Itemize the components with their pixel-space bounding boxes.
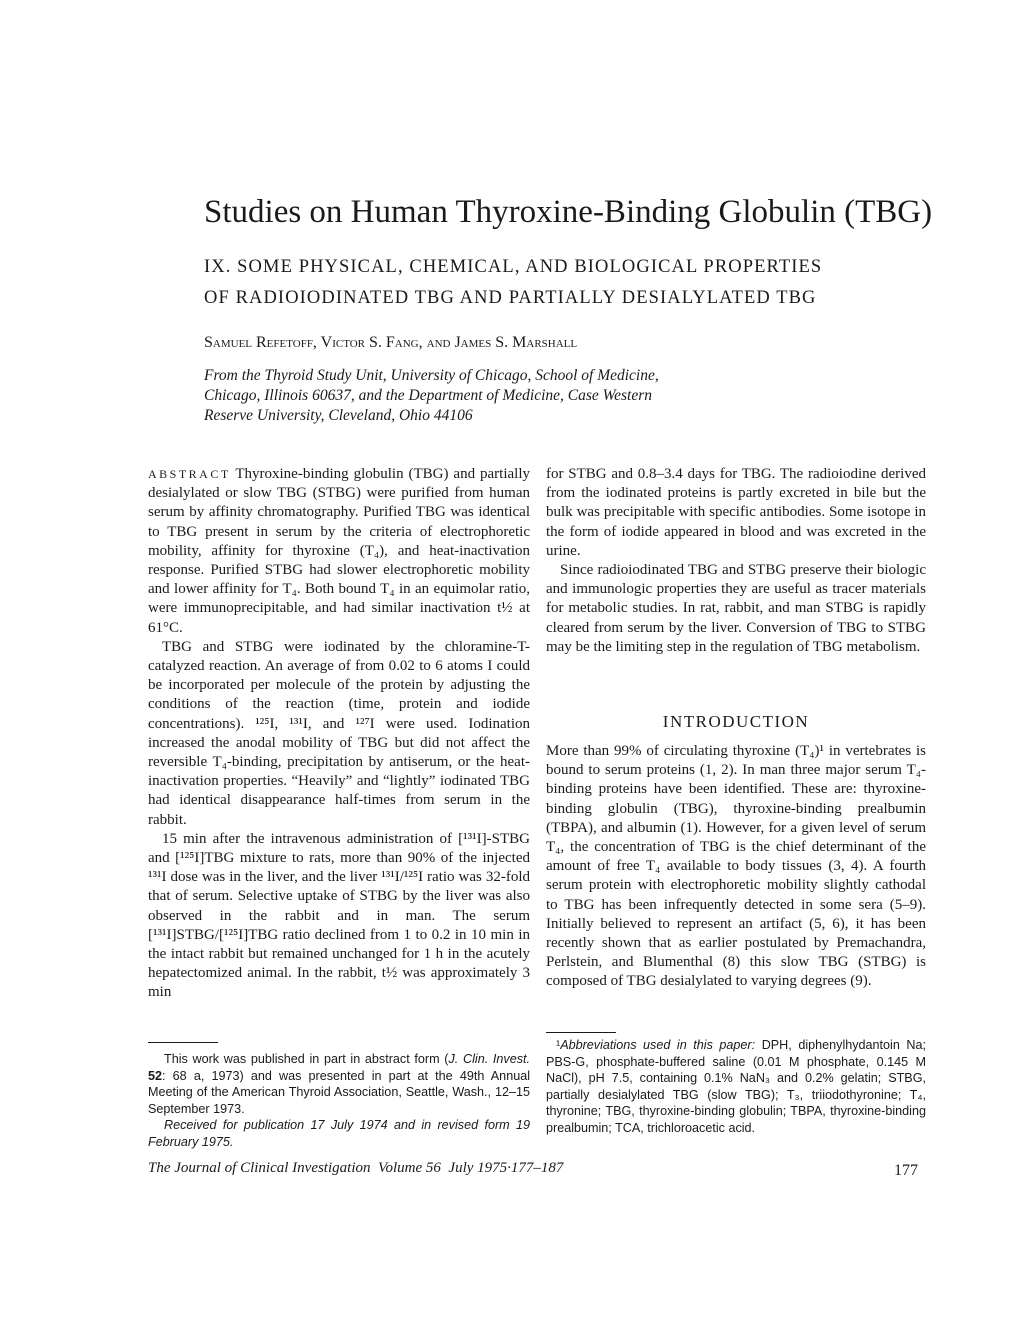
journal-name: The Journal of Clinical Investigation bbox=[148, 1160, 371, 1176]
footnote-publication bbox=[148, 1051, 530, 1117]
footnote-abbreviations bbox=[546, 1037, 926, 1136]
article-title: Studies on Human Thyroxine-Binding Globulin (TBG) bbox=[204, 194, 933, 230]
abstract-paragraph: 15 min after the intravenous administration of [¹³¹I]-STBG and [¹²⁵I]TBG mixture to rats, more than 90% of the injected ¹³¹I dose was in the liver, and the liver ¹³¹I/¹²⁵I ratio was 32-fold that of serum. Selective uptake of STBG by the liver was also observed in the rabbit and in man. The serum [¹³¹I]STBG/[¹²⁵I]TBG ratio declined from 1 to 0.2 in 10 min in the intact rabbit but remained unchanged for 1 h in the acutely hepatectomized animal. In the rabbit, t½ was approximately 3 min bbox=[148, 830, 530, 1001]
introduction-paragraph: More than 99% of circulating thyroxine (T₄)¹ in vertebrates is bound to serum proteins (1, 2). In man three major serum T₄-binding proteins have been identified. These are: thyroxine-binding globulin (TBG), thyroxine-binding prealbumin (TBPA), and albumin (1). However, for a given level of serum T₄, the concentration of TBG is the chief determinant of the amount of free T₄ available to body tissues (3, 4). A fourth serum protein with electrophoretic mobility slightly cathodal to TBG has been infrequently detected in some sera (5–9). Initially believed to represent an artifact (5, 6), it has been recently shown that as earlier postulated by Premachandra, Perlstein, and Blumenthal (8) this slow TBG (STBG) is composed of TBG desialylated to varying degrees (9). bbox=[546, 743, 926, 990]
abstract-paragraph: TBG and STBG were iodinated by the chloramine-T-catalyzed reaction. An average of from 0.02 to 6 atoms I could be incorporated per molecule of the protein by adjusting the conditions of the reaction (time, protein and iodide concentrations). ¹²⁵I, ¹³¹I, and ¹²⁷I were used. Iodination increased the anodal mobility of TBG but did not affect the reversible T₄-binding, precipitation by antiserum, or the heat-inactivation properties. “Heavily” and “lightly” iodinated TBG had identical disappearance half-times from serum in the rabbit. bbox=[148, 638, 530, 828]
journal-footer bbox=[148, 1160, 768, 1177]
journal-volume: Volume 56 bbox=[377, 1160, 441, 1176]
abstract-text: Thyroxine-binding globulin (TBG) and partially desialylated or slow TBG (STBG) were purified from human serum by affinity chromatography. Purified TBG was identical to TBG present in serum by the criteria of electrophoretic mobility, affinity for thyroxine (T₄), and heat-inactivation response. Purified STBG had slower electrophoretic mobility and lower affinity for T₄. Both bound T₄ in an equimolar ratio, were immunoprecipitable, and had similar inactivation t½ at 61°C. bbox=[148, 466, 530, 636]
footnote-rule bbox=[546, 1032, 616, 1033]
abstract-paragraph: Since radioiodinated TBG and STBG preserve their biologic and immunologic properties they are useful as tracer materials for metabolic studies. In rat, rabbit, and man STBG is rapidly cleared from serum by the liver. Conversion of TBG to STBG may be the limiting step in the regulation of TBG metabolism. bbox=[546, 562, 926, 655]
footnote-text: : 68 a, 1973) and was presented in part at the 49th Annual Meeting of the American Thyroid Association, Seattle, Wash., 12–15 September 1973. bbox=[148, 1068, 530, 1116]
footnote-marker: ¹ bbox=[556, 1038, 561, 1052]
affiliation-line: Chicago, Illinois 60637, and the Department of Medicine, Case Western bbox=[204, 387, 653, 404]
footnote-text: DPH, diphenylhydantoin Na; PBS-G, phosphate-buffered saline (0.01 M phosphate, 0.145 M NaCl), pH 7.5, containing 0.1% NaN₃ and 0.2% gelatin; STBG, partially desialylated TBG (slow TBG); T₃, triiodothyronine; T₄, thyronine; TBG, thyroxine-binding globulin; TBPA, thyroxine-binding prealbumin; TCA, trichloroacetic acid. bbox=[546, 1038, 927, 1135]
subtitle-line: OF RADIOIODINATED TBG AND PARTIALLY DESIALYLATED TBG bbox=[204, 288, 817, 308]
affiliation-line: From the Thyroid Study Unit, University of Chicago, School of Medicine, bbox=[204, 367, 659, 384]
journal-date: July 1975·177–187 bbox=[448, 1160, 564, 1176]
abstract-paragraph bbox=[148, 465, 530, 638]
footnote-rule bbox=[148, 1042, 218, 1043]
right-column bbox=[546, 465, 926, 657]
introduction-body bbox=[546, 742, 926, 992]
abstract-paragraph: for STBG and 0.8–3.4 days for TBG. The radioiodine derived from the iodinated proteins is partly excreted in bile but the bulk was precipitable with specific antibodies. Some isotope in the form of iodide appeared in blood and was excreted in the urine. bbox=[546, 466, 926, 559]
abstract-label: ABSTRACT bbox=[148, 467, 231, 481]
right-footnote bbox=[546, 1037, 926, 1136]
affiliation-line: Reserve University, Cleveland, Ohio 44106 bbox=[204, 407, 473, 424]
left-column bbox=[148, 465, 530, 1003]
left-footnotes bbox=[148, 1051, 530, 1150]
page-number: 177 bbox=[894, 1162, 918, 1179]
affiliation bbox=[204, 366, 804, 426]
footnote-received: Received for publication 17 July 1974 and in revised form 19 February 1975. bbox=[148, 1118, 530, 1149]
author-list: Samuel Refetoff, Victor S. Fang, and James S. Marshall bbox=[204, 334, 578, 351]
article-subtitle bbox=[204, 252, 924, 314]
subtitle-line: IX. SOME PHYSICAL, CHEMICAL, AND BIOLOGICAL PROPERTIES bbox=[204, 257, 823, 277]
footnote-journal: J. Clin. Invest. bbox=[448, 1052, 530, 1066]
section-heading-introduction: INTRODUCTION bbox=[662, 712, 810, 731]
footnote-volume: 52 bbox=[148, 1068, 163, 1083]
footnote-text: This work was published in part in abstract form ( bbox=[164, 1052, 449, 1066]
footnote-label: Abbreviations used in this paper: bbox=[560, 1038, 756, 1052]
